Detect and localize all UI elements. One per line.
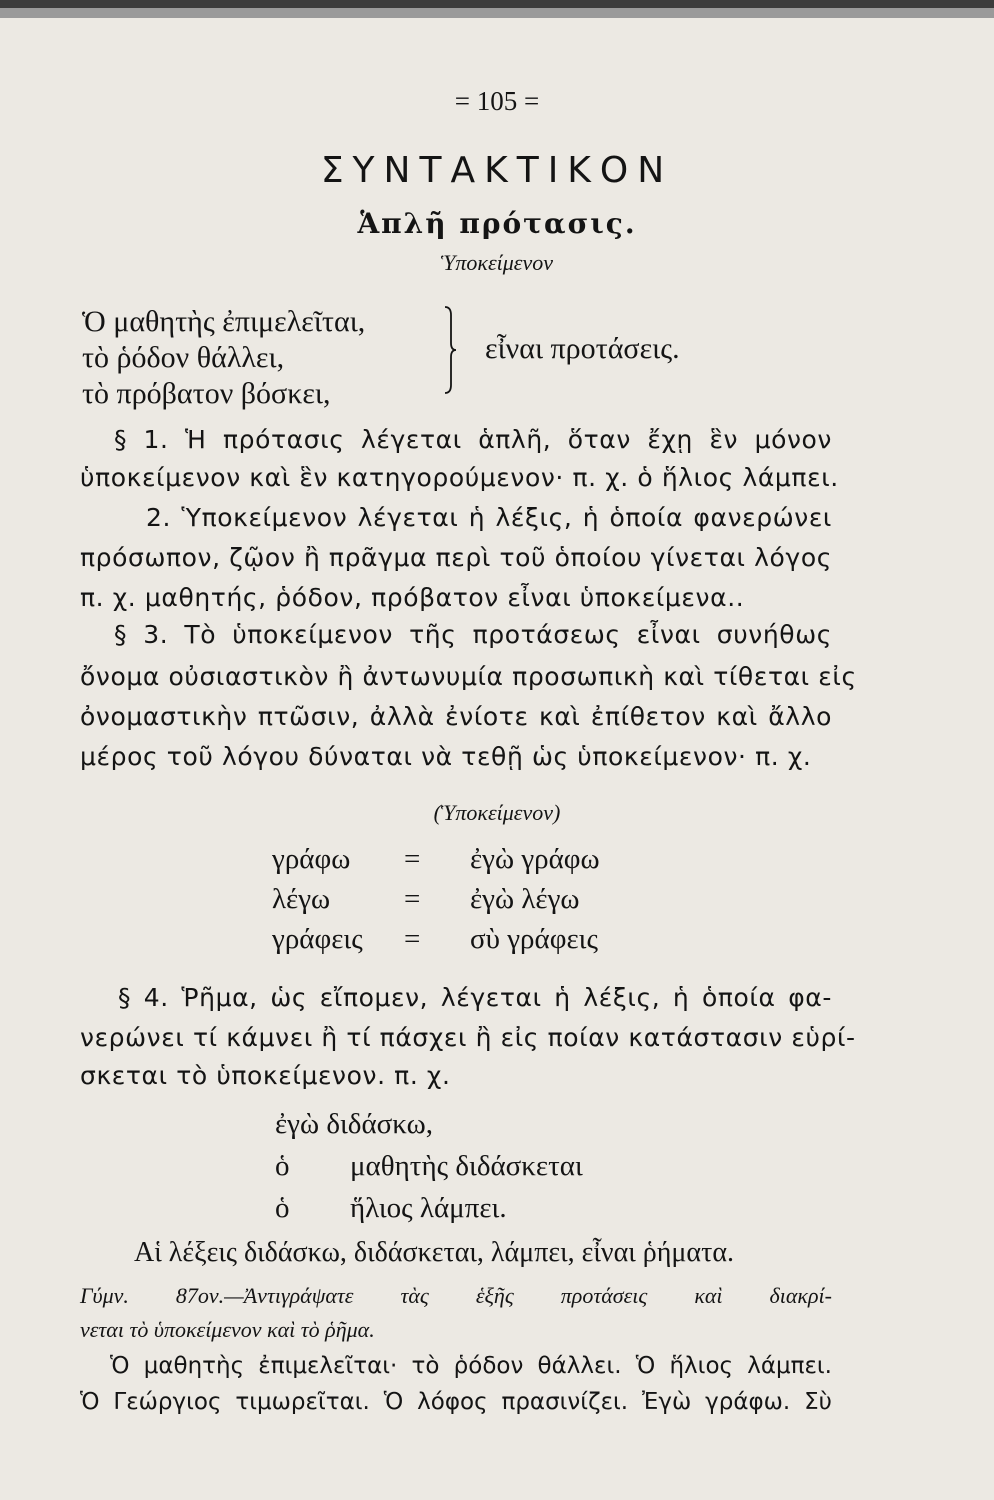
table-pronoun: ἐγὼ λέγω (470, 883, 580, 915)
example1-result: εἶναι προτάσεις. (485, 332, 680, 365)
table-equals: = (404, 843, 421, 875)
page-number: = 105 = (454, 86, 540, 116)
summary-line: Αἱ λέξεις διδάσκω, διδάσκεται, λάμπει, εἶναι ῥήματα. (134, 1237, 734, 1268)
scan-edge-shadow (0, 8, 994, 18)
subsection-heading: Ὑποκείμενον (441, 250, 553, 275)
page-title: ΣΥΝΤΑΚΤΙΚΟΝ (320, 150, 674, 191)
paragraph-line: π. χ. μαθητής, ῥόδον, πρόβατον εἶναι ὑποκείμενα.. (80, 583, 745, 612)
curly-brace-icon (443, 305, 457, 395)
table-caption: (Ὑποκείμενον) (433, 800, 561, 825)
section4-line: σκεται τὸ ὑποκείμενον. π. χ. (80, 1061, 451, 1090)
table-pronoun: ἐγὼ γράφω (470, 843, 600, 875)
final-line: Ὁ Γεώργιος τιμωρεῖται. Ὁ λόφος πρασινίζει. Ἐγὼ γράφω. Σὺ (80, 1389, 832, 1415)
section4-line: νερώνει τί κάμνει ἢ τί πάσχει ἢ εἰς ποίαν κατάστασιν εὑρί- (80, 1023, 856, 1052)
section4-line: § 4. Ῥῆμα, ὡς εἴπομεν, λέγεται ἡ λέξις, ἡ ὁποία φα- (118, 983, 832, 1012)
section-heading: Ἁπλῆ πρότασις. (357, 207, 637, 240)
paragraph-line: ὑποκείμενον καὶ ἓν κατηγορούμενον· π. χ. ὁ ἥλιος λάμπει. (80, 463, 839, 492)
paragraph-line: ὀνομαστικὴν πτῶσιν, ἀλλὰ ἐνίοτε καὶ ἐπίθετον καὶ ἄλλο (80, 702, 832, 731)
example2-phrase: ἥλιος λάμπει. (350, 1192, 507, 1224)
paragraph-line: 2. Ὑποκείμενον λέγεται ἡ λέξις, ἡ ὁποία φανερώνει (146, 503, 832, 532)
table-verb: γράφεις (272, 923, 363, 955)
table-equals: = (404, 923, 421, 955)
final-line: Ὁ μαθητὴς ἐπιμελεῖται· τὸ ῥόδον θάλλει. Ὁ ἥλιος λάμπει. (110, 1353, 832, 1379)
example2-article: ὁ (275, 1150, 290, 1182)
example1-line: τὸ πρόβατον βόσκει, (82, 377, 331, 410)
table-equals: = (404, 883, 421, 915)
table-pronoun: σὺ γράφεις (470, 923, 598, 955)
example2-phrase: μαθητὴς διδάσκεται (350, 1150, 583, 1182)
table-verb: λέγω (272, 883, 331, 915)
example2-line: ἐγὼ διδάσκω, (275, 1108, 433, 1140)
example2-article: ὁ (275, 1192, 290, 1224)
example1-line: Ὁ μαθητὴς ἐπιμελεῖται, (82, 305, 366, 338)
exercise-line: νεται τὸ ὑποκείμενον καὶ τὸ ῥῆμα. (80, 1317, 375, 1342)
paragraph-line: πρόσωπον, ζῷον ἢ πρᾶγμα περὶ τοῦ ὁποίου γίνεται λόγος (80, 543, 832, 572)
scan-edge-top (0, 0, 994, 8)
paragraph-line: § 1. Ἡ πρότασις λέγεται ἁπλῆ, ὅταν ἔχῃ ἓν μόνον (114, 425, 832, 454)
paragraph-line: μέρος τοῦ λόγου δύναται νὰ τεθῇ ὡς ὑποκείμενον· π. χ. (80, 742, 812, 771)
paragraph-line: § 3. Τὸ ὑποκείμενον τῆς προτάσεως εἶναι συνήθως (114, 620, 832, 649)
table-verb: γράφω (272, 843, 351, 875)
example1-line: τὸ ῥόδον θάλλει, (82, 341, 285, 374)
exercise-line: Γύμν. 87ον.—Ἀντιγράψατε τὰς ἑξῆς προτάσεις καὶ διακρί- (80, 1283, 832, 1308)
paragraph-line: ὄνομα οὐσιαστικὸν ἢ ἀντωνυμία προσωπικὴ καὶ τίθεται εἰς (80, 662, 857, 691)
